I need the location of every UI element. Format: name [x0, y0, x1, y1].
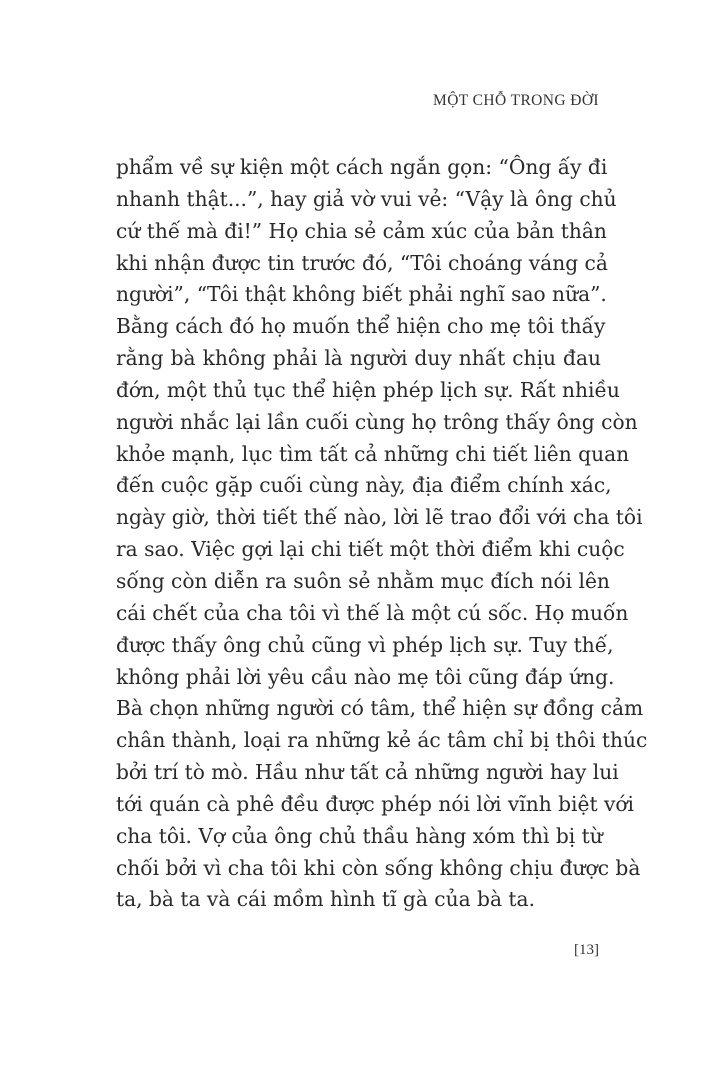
text-line: rằng bà không phải là người duy nhất chịu đau [116, 346, 601, 371]
text-line: không phải lời yêu cầu nào mẹ tôi cũng đáp ứng. [116, 664, 615, 689]
text-line: ta, bà ta và cái mồm hình tĩ gà của bà ta. [116, 887, 535, 912]
text-line: chối bởi vì cha tôi khi còn sống không chịu được bà [116, 855, 641, 880]
text-line: phẩm về sự kiện một cách ngắn gọn: “Ông ấy đi [116, 155, 608, 179]
text-line: ra sao. Việc gợi lại chi tiết một thời điểm khi cuộc [116, 537, 625, 562]
text-line: nhanh thật...”, hay giả vờ vui vẻ: “Vậy là ông chủ [116, 186, 617, 211]
page-number: [13] [574, 942, 599, 958]
text-line: cha tôi. Vợ của ông chủ thầu hàng xóm thì bị từ [116, 823, 603, 848]
text-line: cái chết của cha tôi vì thế là một cú sốc. Họ muốn [116, 600, 629, 625]
text-line: khỏe mạnh, lục tìm tất cả những chi tiết liên quan [116, 441, 630, 466]
text-line: đớn, một thủ tục thể hiện phép lịch sự. Rất nhiều [116, 377, 620, 402]
text-line: ngày giờ, thời tiết thế nào, lời lẽ trao đổi với cha tôi [116, 505, 643, 530]
text-line: tới quán cà phê đều được phép nói lời vĩnh biệt với [116, 791, 635, 816]
body-text [116, 152, 648, 916]
text-line: khi nhận được tin trước đó, “Tôi choáng váng cả [116, 250, 608, 275]
text-line: người nhắc lại lần cuối cùng họ trông thấy ông còn [116, 409, 638, 434]
text-line: chân thành, loại ra những kẻ ác tâm chỉ bị thôi thúc [116, 728, 648, 753]
text-line: Bà chọn những người có tâm, thể hiện sự đồng cảm [116, 696, 644, 721]
text-line: người”, “Tôi thật không biết phải nghĩ sao nữa”. [116, 282, 607, 307]
text-line: sống còn diễn ra suôn sẻ nhằm mục đích nói lên [116, 568, 610, 593]
running-header: MỘT CHỖ TRONG ĐỜI [433, 92, 599, 109]
text-line: Bằng cách đó họ muốn thể hiện cho mẹ tôi thấy [116, 314, 606, 339]
text-line: bởi trí tò mò. Hầu như tất cả những người hay lui [116, 760, 619, 785]
text-line: được thấy ông chủ cũng vì phép lịch sự. Tuy thế, [116, 632, 614, 657]
text-line: đến cuộc gặp cuối cùng này, địa điểm chính xác, [116, 473, 612, 498]
text-line: cứ thế mà đi!” Họ chia sẻ cảm xúc của bản thân [116, 218, 607, 243]
